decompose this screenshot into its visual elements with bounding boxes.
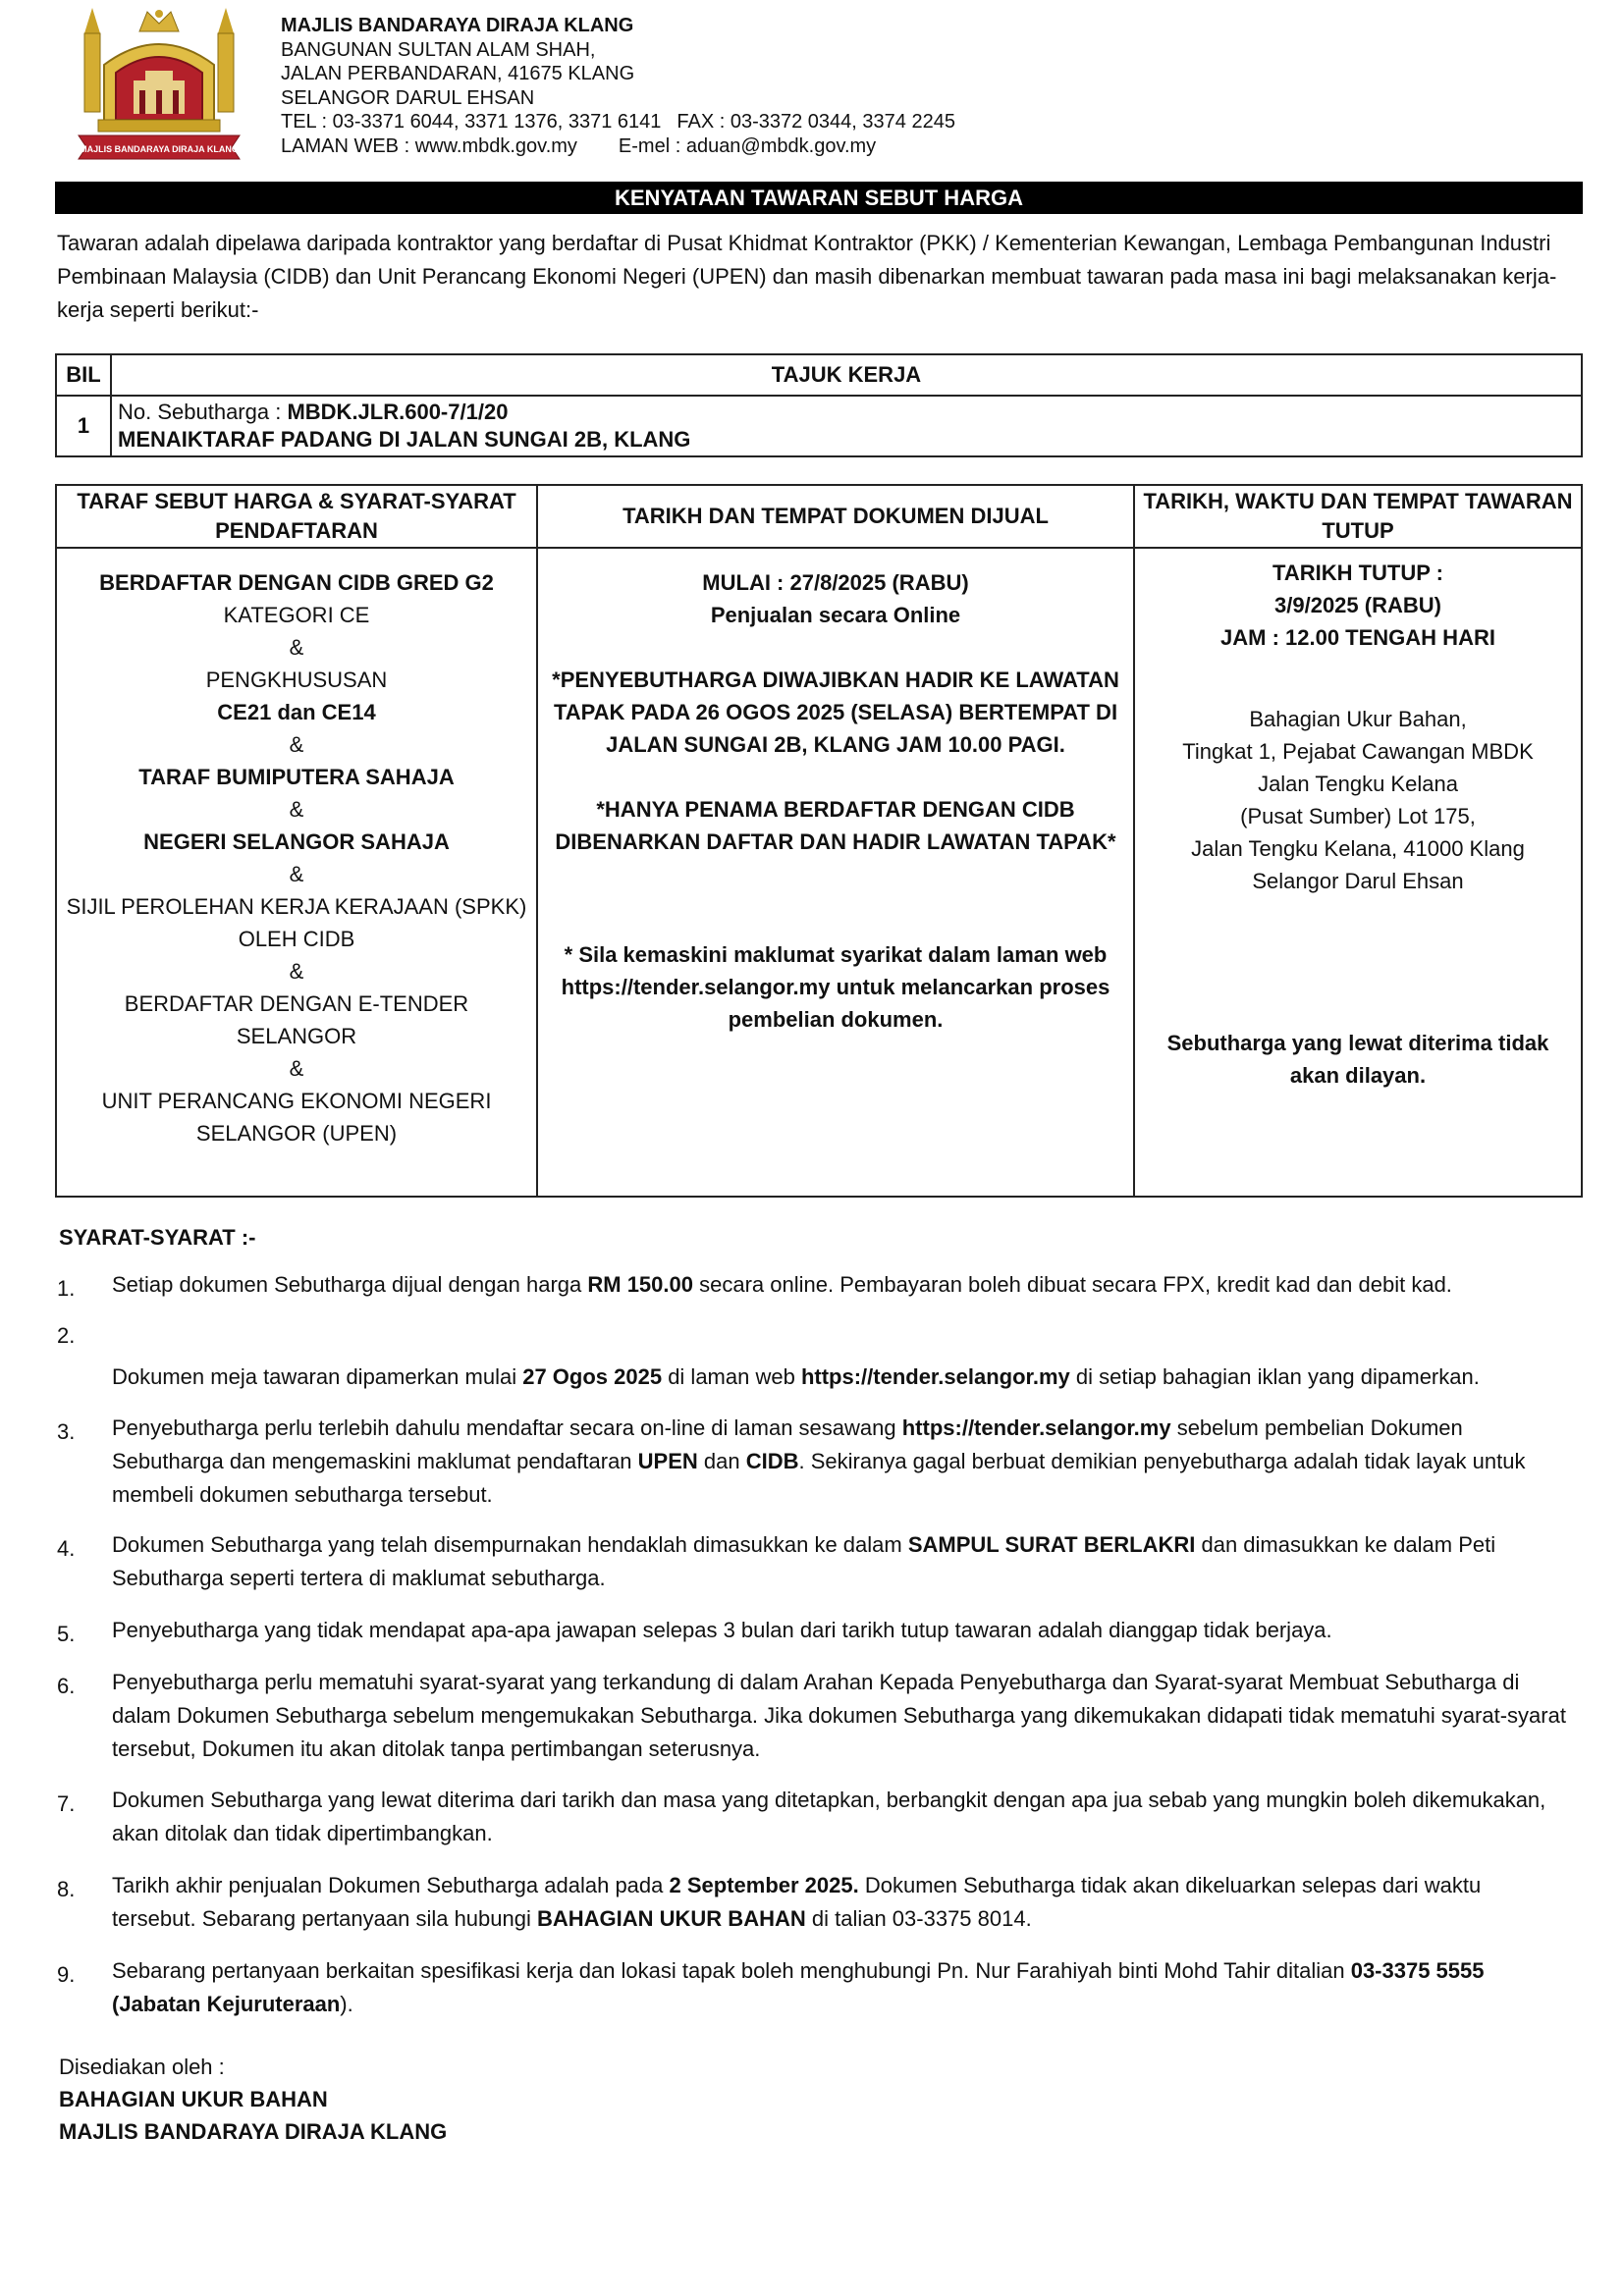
upen-requirement: UNIT PERANCANG EKONOMI NEGERI SELANGOR (UPEN) [101,1089,492,1146]
condition-number: 5. [57,1622,76,1646]
specialisation: CE21 dan CE14 [217,700,376,724]
closing-header: TARIKH, WAKTU DAN TEMPAT TAWARAN TUTUP [1134,485,1582,548]
condition-number: 3. [57,1419,76,1444]
sale-date-header: TARIKH DAN TEMPAT DOKUMEN DIJUAL [537,485,1134,548]
requirements-cell [56,548,537,1197]
condition-text: Penyebutharga perlu mematuhi syarat-syarat yang terkandung di dalam Arahan Kepada Penyebutharga dan Syarat-syarat Membuat Sebutharga di dalam Dokumen Sebutharga sebelum mengemukakan Sebutharga. Jika dokumen Sebutharga yang dikemukakan didapati tidak mematuhi syarat-syarat tersebut, Dokumen itu akan ditolak tanpa pertimbangan seterusnya. [112,1670,1566,1761]
tender-website-link[interactable]: https://tender.selangor.my [901,1415,1171,1440]
condition-bold: 03-3375 5555 (Jabatan Kejuruteraan [112,1958,1485,2016]
table-row [56,396,1582,456]
bil-cell: 1 [56,396,111,456]
bil-header: BIL [56,354,111,396]
cidb-grade: BERDAFTAR DENGAN CIDB GRED G2 [99,570,494,595]
condition-item [57,1869,1569,1936]
phone-fax-line [281,110,955,134]
condition-text: dan dimasukkan ke dalam Peti Sebutharga seperti tertera di maklumat sebutharga. [112,1532,1496,1590]
detail-table [55,484,1583,1198]
ampersand: & [289,1056,304,1081]
closing-details-cell [1134,548,1582,1197]
tender-website-link[interactable]: https://tender.selangor.my [800,1364,1070,1389]
condition-bold: RM 150.00 [587,1272,693,1297]
prepared-by-dept: BAHAGIAN UKUR BAHAN [59,2087,328,2111]
condition-number: 7. [57,1791,76,1816]
condition-text: Dokumen Sebutharga tidak akan dikeluarkan selepas dari waktu tersebut. Sebarang pertanyaan sila hubungi [112,1873,1482,1931]
condition-text: Penyebutharga perlu terlebih dahulu mendaftar secara on-line di laman sesawang [112,1415,902,1440]
condition-number: 9. [57,1962,76,1987]
condition-text: ). [340,1992,353,2016]
online-sale-note: Penjualan secara Online [710,603,961,627]
closing-date-label: TARIKH TUTUP : [1272,561,1443,585]
condition-text: di setiap bahagian iklan yang dipamerkan. [1069,1364,1480,1389]
closing-time: JAM : 12.00 TENGAH HARI [1220,625,1495,650]
site-visit-note: *PENYEBUTHARGA DIWAJIBKAN HADIR KE LAWATAN TAPAK PADA 26 OGOS 2025 (SELASA) BERTEMPAT DI JALAN SUNGAI 2B, KLANG JAM 10.00 PAGI. [552,667,1119,757]
registered-only-note: *HANYA PENAMA BERDAFTAR DENGAN CIDB DIBENARKAN DAFTAR DAN HADIR LAWATAN TAPAK* [555,797,1116,854]
requirements-header: TARAF SEBUT HARGA & SYARAT-SYARAT PENDAFTARAN [56,485,537,548]
condition-text: Sebarang pertanyaan berkaitan spesifikasi kerja dan lokasi tapak boleh menghubungi Pn. Nur Farahiyah binti Mohd Tahir ditalian [112,1958,1351,1983]
condition-text: di laman web [662,1364,801,1389]
letterhead-address [281,14,955,158]
prepared-by-block [59,2051,447,2148]
ref-label: No. Sebutharga : [118,400,288,424]
closing-place-line: Jalan Tengku Kelana [1258,772,1458,796]
closing-place-line: (Pusat Sumber) Lot 175, [1240,804,1476,828]
condition-text: Penyebutharga yang tidak mendapat apa-apa jawapan selepas 3 bulan dari tarikh tutup tawaran adalah dianggap tidak berjaya. [112,1618,1332,1642]
sale-start-date: MULAI : 27/8/2025 (RABU) [702,570,969,595]
council-crest-logo [71,4,247,171]
condition-item [57,1412,1569,1512]
condition-item [57,1954,1569,2021]
condition-item [57,1784,1569,1850]
condition-bold: 27 Ogos 2025 [522,1364,663,1389]
ampersand: & [289,635,304,660]
condition-item [57,1666,1569,1766]
condition-text: . Sekiranya gagal berbuat demikian penyebutharga adalah tidak layak untuk membeli dokumen sebutharga tersebut. [112,1449,1526,1507]
condition-number: 2. [57,1323,76,1348]
condition-text: dan [697,1449,746,1473]
condition-number: 6. [57,1674,76,1698]
condition-text: Dokumen Sebutharga yang telah disempurnakan hendaklah dimasukkan ke dalam [112,1532,908,1557]
website-link[interactable]: LAMAN WEB : www.mbdk.gov.my [281,134,577,157]
specialisation-label: PENGKHUSUSAN [205,667,388,692]
ref-number: MBDK.JLR.600-7/1/20 [287,400,509,424]
update-info-note: * Sila kemaskini maklumat syarikat dalam laman web https://tender.selangor.my untuk melancarkan proses pembelian dokumen. [561,942,1110,1032]
email-link[interactable]: E-mel : aduan@mbdk.gov.my [618,134,877,157]
condition-text: di talian 03-3375 8014. [805,1906,1032,1931]
condition-item [57,1614,1569,1647]
condition-bold: 2 September 2025. [669,1873,859,1897]
condition-text: secara online. Pembayaran boleh dibuat secara FPX, kredit kad dan debit kad. [693,1272,1452,1297]
state-restriction: NEGERI SELANGOR SAHAJA [143,829,450,854]
condition-text: Dokumen Sebutharga yang lewat diterima dari tarikh dan masa yang ditetapkan, berbangkit dengan apa jua sebab yang mungkin boleh dikemukakan, akan ditolak dan tidak dipertimbangkan. [112,1788,1546,1845]
condition-bold: CIDB [745,1449,799,1473]
fax-numbers: FAX : 03-3372 0344, 3374 2245 [677,111,955,133]
condition-text: Dokumen meja tawaran dipamerkan mulai [112,1364,523,1389]
category: KATEGORI CE [223,603,370,627]
bumiputera-status: TARAF BUMIPUTERA SAHAJA [138,765,455,789]
project-cell [111,396,1582,456]
condition-item [57,1268,1569,1302]
closing-place-line: Tingkat 1, Pejabat Cawangan MBDK [1182,739,1534,764]
condition-number: 4. [57,1536,76,1561]
phone-numbers: TEL : 03-3371 6044, 3371 1376, 3371 6141 [281,111,662,133]
project-title: MENAIKTARAF PADANG DI JALAN SUNGAI 2B, KLANG [118,427,691,452]
address-line-2: JALAN PERBANDARAN, 41675 KLANG [281,63,635,84]
closing-place-line: Jalan Tengku Kelana, 41000 Klang [1191,836,1525,861]
condition-number: 1. [57,1276,76,1301]
condition-text: sebelum pembelian Dokumen Sebutharga dan mengemaskini maklumat pendaftaran [112,1415,1463,1473]
ampersand: & [289,797,304,822]
condition-item [57,1315,1569,1394]
etender-requirement: BERDAFTAR DENGAN E-TENDER SELANGOR [124,991,469,1048]
address-line-1: BANGUNAN SULTAN ALAM SHAH, [281,38,596,61]
intro-paragraph: Tawaran adalah dipelawa daripada kontraktor yang berdaftar di Pusat Khidmat Kontraktor (PKK) / Kementerian Kewangan, Lembaga Pembangunan Industri Pembinaan Malaysia (CIDB) dan Unit Perancang Ekonomi Negeri (UPEN) dan masih dibenarkan membuat tawaran pada masa ini bagi melaksanakan kerja-kerja seperti berikut:- [57,231,1557,322]
crest-ribbon-text: MAJLIS BANDARAYA DIRAJA KLANG [80,144,239,154]
condition-text: Setiap dokumen Sebutharga dijual dengan harga [112,1272,588,1297]
project-table [55,353,1583,457]
closing-date: 3/9/2025 (RABU) [1274,593,1441,617]
condition-text: Tarikh akhir penjualan Dokumen Sebutharga adalah pada [112,1873,670,1897]
address-line-3: SELANGOR DARUL EHSAN [281,86,535,109]
tajuk-kerja-header: TAJUK KERJA [111,354,1582,396]
spkk-requirement: SIJIL PEROLEHAN KERJA KERAJAAN (SPKK) OLEH CIDB [66,894,527,951]
ampersand: & [289,862,304,886]
sale-details-cell [537,548,1134,1197]
org-name: MAJLIS BANDARAYA DIRAJA KLANG [281,15,634,36]
notice-title: KENYATAAN TAWARAN SEBUT HARGA [55,182,1583,214]
condition-bold: BAHAGIAN UKUR BAHAN [536,1906,806,1931]
prepared-by-org: MAJLIS BANDARAYA DIRAJA KLANG [59,2119,448,2144]
condition-item [57,1528,1569,1595]
ampersand: & [289,959,304,984]
conditions-heading: SYARAT-SYARAT :- [59,1225,256,1250]
late-submission-note: Sebutharga yang lewat diterima tidak akan dilayan. [1166,1031,1549,1088]
condition-number: 8. [57,1877,76,1901]
condition-bold: SAMPUL SURAT BERLAKRI [907,1532,1196,1557]
prepared-by-label: Disediakan oleh : [59,2055,225,2079]
web-email-line [281,134,955,159]
closing-place-line: Selangor Darul Ehsan [1252,869,1464,893]
condition-bold: UPEN [637,1449,698,1473]
ampersand: & [289,732,304,757]
closing-place-line: Bahagian Ukur Bahan, [1249,707,1467,731]
